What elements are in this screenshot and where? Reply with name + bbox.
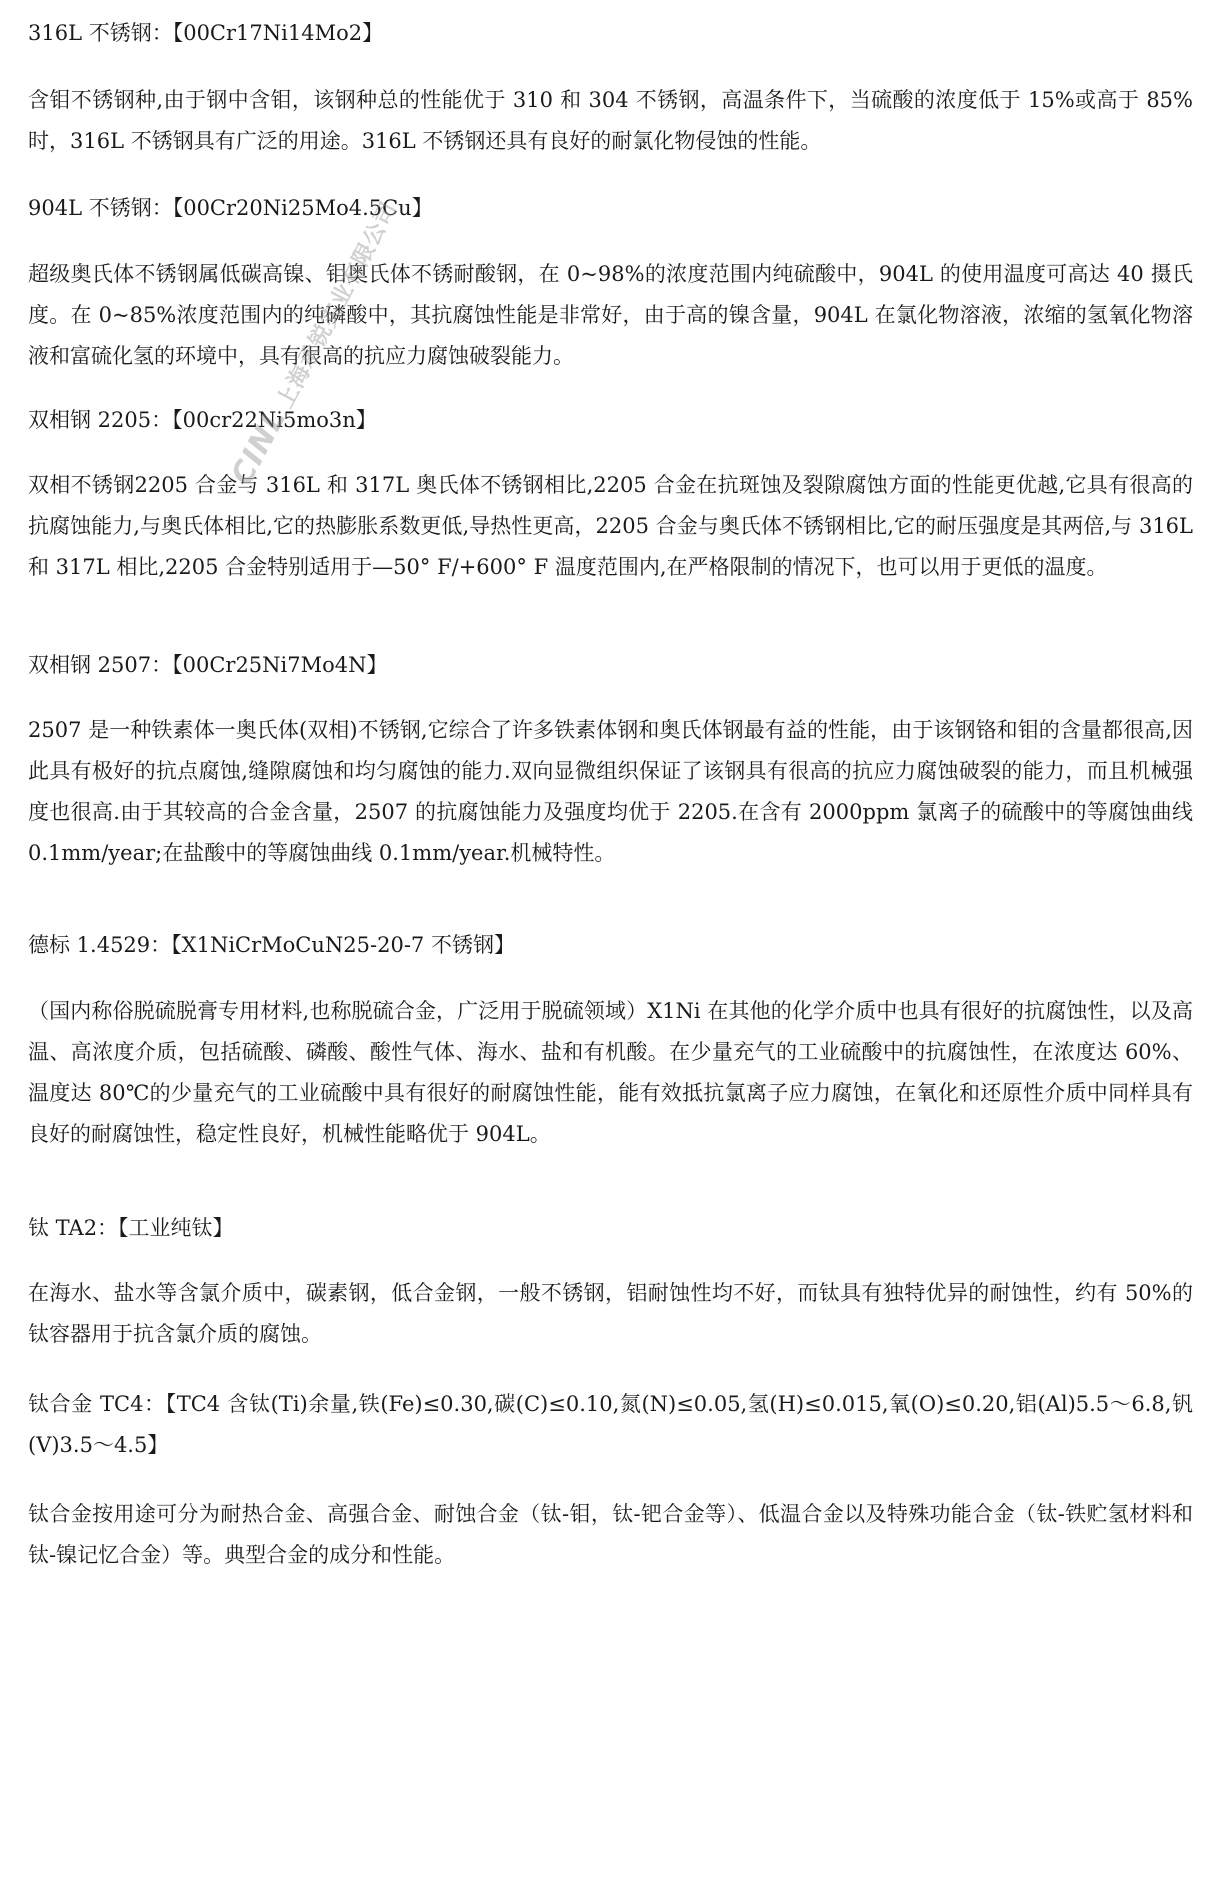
heading-904l: 904L 不锈钢：【00Cr20Ni25Mo4.5Cu】 bbox=[28, 196, 433, 220]
heading-316l: 316L 不锈钢：【00Cr17Ni14Mo2】 bbox=[28, 21, 384, 45]
heading-2507: 双相钢 2507：【00Cr25Ni7Mo4N】 bbox=[28, 653, 388, 677]
watermark-logo: CINL bbox=[224, 402, 294, 491]
watermark-text: 上海承锐实业有限公司 bbox=[272, 197, 403, 413]
paragraph-2205: 双相不锈钢2205 合金与 316L 和 317L 奥氏体不锈钢相比,2205 合金在抗斑蚀及裂隙腐蚀方面的性能更优越,它具有很高的抗腐蚀能力,与奥氏体相比,它的热膨胀系数更低,导热性更高，2205 合金与奥氏体不锈钢相比,它的耐压强度是其两倍,与 316L 和 317L 相比,2205 合金特别适用于—50° F/+600° F 温度范围内,在严格限制的情况下，也可以用于更低的温度。 bbox=[28, 473, 1193, 579]
heading-tc4: 钛合金 TC4：【TC4 含钛(Ti)余量,铁(Fe)≤0.30,碳(C)≤0.10,氮(N)≤0.05,氢(H)≤0.015,氧(O)≤0.20,铝(Al)5.5～6.8,钒(V)3.5～4.5】 bbox=[28, 1392, 1193, 1457]
paragraph-ta2: 在海水、盐水等含氯介质中，碳素钢，低合金钢，一般不锈钢，铝耐蚀性均不好，而钛具有独特优异的耐蚀性，约有 50%的钛容器用于抗含氯介质的腐蚀。 bbox=[28, 1281, 1193, 1346]
heading-ta2: 钛 TA2：【工业纯钛】 bbox=[28, 1216, 234, 1240]
paragraph-2507: 2507 是一种铁素体一奥氏体(双相)不锈钢,它综合了许多铁素体钢和奥氏体钢最有益的性能，由于该钢铬和钼的含量都很高,因此具有极好的抗点腐蚀,缝隙腐蚀和均匀腐蚀的能力.双向显微组织保证了该钢具有很高的抗应力腐蚀破裂的能力，而且机械强度也很高.由于其较高的合金含量，2507 的抗腐蚀能力及强度均优于 2205.在含有 2000ppm 氯离子的硫酸中的等腐蚀曲线 0.1mm/year;在盐酸中的等腐蚀曲线 0.1mm/year.机械特性。 bbox=[28, 718, 1193, 865]
paragraph-904l: 超级奥氏体不锈钢属低碳高镍、钼奥氏体不锈耐酸钢，在 0~98%的浓度范围内纯硫酸中，904L 的使用温度可高达 40 摄氏度。在 0~85%浓度范围内的纯磷酸中，其抗腐蚀性能是非常好，由于高的镍含量，904L 在氯化物溶液，浓缩的氢氧化物溶液和富硫化氢的环境中，具有很高的抗应力腐蚀破裂能力。 bbox=[28, 262, 1193, 368]
paragraph-316l: 含钼不锈钢种,由于钢中含钼，该钢种总的性能优于 310 和 304 不锈钢，高温条件下，当硫酸的浓度低于 15%或高于 85%时，316L 不锈钢具有广泛的用途。316L 不锈钢还具有良好的耐氯化物侵蚀的性能。 bbox=[28, 88, 1193, 153]
paragraph-tc4: 钛合金按用途可分为耐热合金、高强合金、耐蚀合金（钛-钼，钛-钯合金等）、低温合金以及特殊功能合金（钛-铁贮氢材料和钛-镍记忆合金）等。典型合金的成分和性能。 bbox=[28, 1502, 1193, 1567]
heading-1-4529: 德标 1.4529：【X1NiCrMoCuN25-20-7 不锈钢】 bbox=[28, 933, 515, 957]
heading-2205: 双相钢 2205：【00cr22Ni5mo3n】 bbox=[28, 408, 377, 432]
paragraph-1-4529: （国内称俗脱硫脱膏专用材料,也称脱硫合金，广泛用于脱硫领域）X1Ni 在其他的化学介质中也具有很好的抗腐蚀性，以及高温、高浓度介质，包括硫酸、磷酸、酸性气体、海水、盐和有机酸。在少量充气的工业硫酸中的抗腐蚀性，在浓度达 60%、温度达 80℃的少量充气的工业硫酸中具有很好的耐腐蚀性能，能有效抵抗氯离子应力腐蚀，在氧化和还原性介质中同样具有良好的耐腐蚀性，稳定性良好，机械性能略优于 904L。 bbox=[28, 999, 1193, 1146]
